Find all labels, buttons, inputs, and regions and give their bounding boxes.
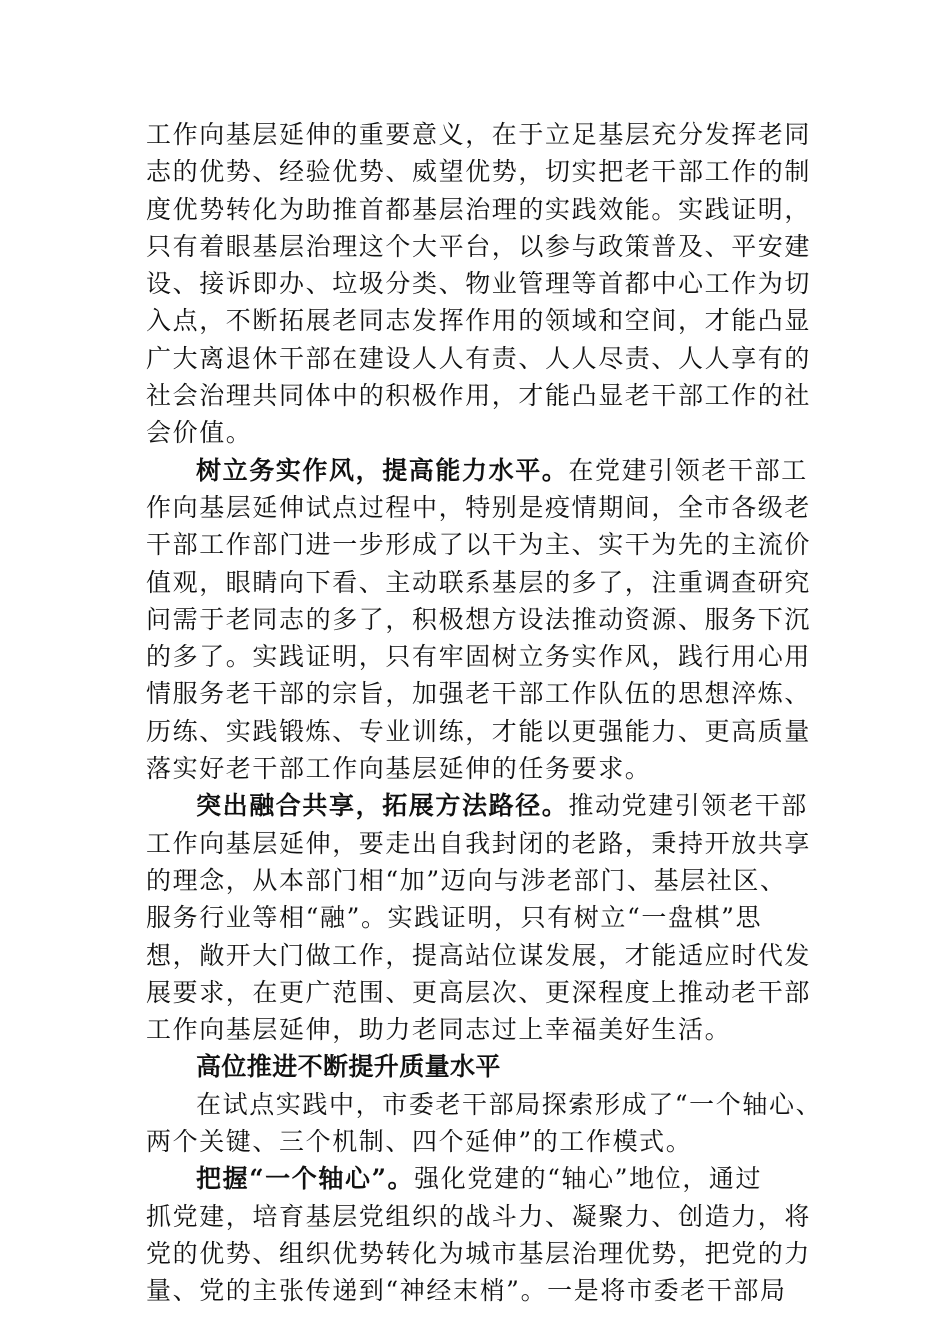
paragraph-text: 强化党建的“轴心”地位，通过 bbox=[414, 1164, 763, 1194]
paragraph-text: 推动党建引领老干部 bbox=[568, 791, 808, 821]
text-line: 干部工作部门进一步形成了以干为主、实干为先的主流价 bbox=[146, 530, 812, 560]
text-line: 值观，眼睛向下看、主动联系基层的多了，注重调查研究 bbox=[146, 567, 812, 597]
text-line: 落实好老干部工作向基层延伸的任务要求。 bbox=[146, 754, 652, 784]
text-line: 的多了。实践证明，只有牢固树立务实作风，践行用心用 bbox=[146, 642, 812, 672]
text-line: 量、党的主张传递到“神经末梢”。一是将市委老干部局 bbox=[146, 1276, 787, 1306]
paragraph-lead: 突出融合共享，拓展方法路径。 bbox=[196, 791, 569, 821]
paragraph-text: 在党建引领老干部工 bbox=[568, 455, 808, 485]
text-line: 服务行业等相“融”。实践证明，只有树立“一盘棋”思 bbox=[146, 903, 763, 933]
text-line: 志的优势、经验优势、威望优势，切实把老干部工作的制 bbox=[146, 157, 812, 187]
paragraph-lead: 树立务实作风，提高能力水平。 bbox=[196, 455, 569, 485]
text-line: 抓党建，培育基层党组织的战斗力、凝聚力、创造力，将 bbox=[146, 1201, 812, 1231]
text-line: 社会治理共同体中的积极作用，才能凸显老干部工作的社 bbox=[146, 381, 812, 411]
text-line: 广大离退休干部在建设人人有责、人人尽责、人人享有的 bbox=[146, 343, 812, 373]
text-line: 展要求，在更广范围、更高层次、更深程度上推动老干部 bbox=[146, 977, 812, 1007]
text-line: 会价值。 bbox=[146, 418, 253, 448]
paragraph-first-line bbox=[146, 1160, 826, 1197]
section-heading: 高位推进不断提升质量水平 bbox=[196, 1052, 501, 1082]
text-line: 历练、实践锻炼、专业训练，才能以更强能力、更高质量 bbox=[146, 716, 812, 746]
text-line: 想，敞开大门做工作，提高站位谋发展，才能适应时代发 bbox=[146, 940, 812, 970]
paragraph-first-line bbox=[146, 787, 826, 824]
paragraph-first-line bbox=[146, 452, 826, 489]
text-line: 的理念，从本部门相“加”迈向与涉老部门、基层社区、 bbox=[146, 865, 787, 895]
text-line: 问需于老同志的多了，积极想方设法推动资源、服务下沉 bbox=[146, 604, 812, 634]
text-line: 度优势转化为助推首都基层治理的实践效能。实践证明， bbox=[146, 194, 812, 224]
text-line: 设、接诉即办、垃圾分类、物业管理等首都中心工作为切 bbox=[146, 269, 812, 299]
text-line: 工作向基层延伸的重要意义，在于立足基层充分发挥老同 bbox=[146, 120, 812, 149]
text-line: 工作向基层延伸，助力老同志过上幸福美好生活。 bbox=[146, 1015, 732, 1045]
document-body bbox=[146, 116, 826, 1310]
text-line: 只有着眼基层治理这个大平台，以参与政策普及、平安建 bbox=[146, 231, 812, 261]
text-line: 情服务老干部的宗旨，加强老干部工作队伍的思想淬炼、 bbox=[146, 679, 812, 709]
text-line: 入点，不断拓展老同志发挥作用的领域和空间，才能凸显 bbox=[146, 306, 812, 336]
paragraph-first-line: 在试点实践中，市委老干部局探索形成了“一个轴心、 bbox=[196, 1089, 823, 1119]
text-line: 工作向基层延伸，要走出自我封闭的老路，秉持开放共享 bbox=[146, 828, 812, 858]
text-line: 作向基层延伸试点过程中，特别是疫情期间，全市各级老 bbox=[146, 492, 812, 522]
text-line: 两个关键、三个机制、四个延伸”的工作模式。 bbox=[146, 1127, 693, 1157]
text-line: 党的优势、组织优势转化为城市基层治理优势，把党的力 bbox=[146, 1238, 812, 1268]
paragraph-lead: 把握“一个轴心”。 bbox=[196, 1164, 415, 1194]
